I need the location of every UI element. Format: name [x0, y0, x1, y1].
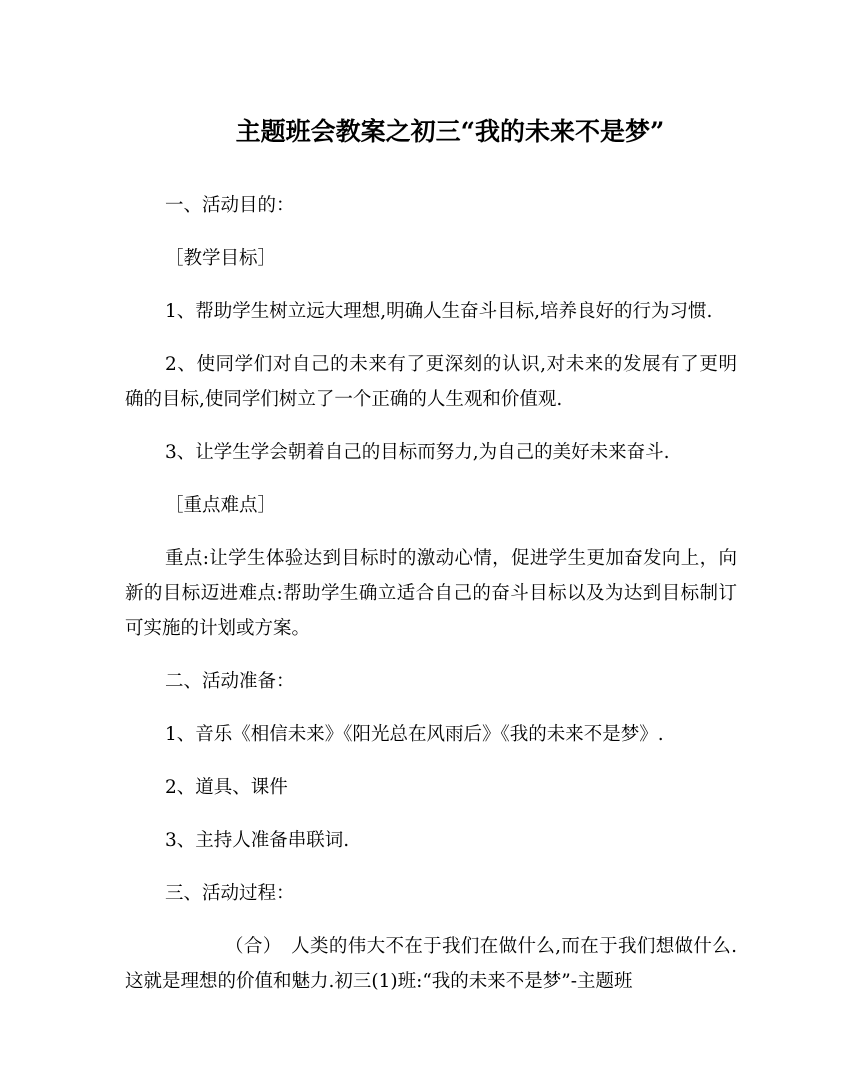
subheading-key-points: ［重点难点］	[165, 495, 277, 516]
goal-item-3: 3、让学生学会朝着自己的目标而努力,为自己的美好未来奋斗.	[165, 442, 670, 463]
process-text: （合） 人类的伟大不在于我们在做什么,而在于我们想做什么.这就是理想的价值和魅力.初三(1)班:“我的未来不是梦”-主题班	[125, 936, 737, 992]
section-heading-process: 三、活动过程：	[165, 883, 295, 904]
section-heading-preparation: 二、活动准备：	[165, 671, 295, 692]
document-title: 主题班会教案之初三“我的未来不是梦”	[235, 117, 665, 146]
prep-item-2: 2、道具、课件	[165, 777, 288, 798]
key-points-text: 重点:让学生体验达到目标时的激动心情，促进学生更加奋发向上，向新的目标迈进难点:帮助学生确立适合自己的奋斗目标以及为达到目标制订可实施的计划或方案。	[125, 548, 737, 639]
prep-item-3: 3、主持人准备串联词.	[165, 830, 350, 851]
subheading-teaching-goals: ［教学目标］	[165, 248, 277, 269]
section-heading-activity-goals: 一、活动目的：	[165, 195, 295, 216]
document-body	[125, 188, 737, 999]
goal-item-2: 2、使同学们对自己的未来有了更深刻的认识,对未来的发展有了更明确的目标,使同学们树立了一个正确的人生观和价值观.	[125, 354, 737, 410]
goal-item-1: 1、帮助学生树立远大理想,明确人生奋斗目标,培养良好的行为习惯.	[165, 301, 713, 322]
prep-item-1: 1、音乐《相信未来》《阳光总在风雨后》《我的未来不是梦》.	[165, 724, 664, 745]
